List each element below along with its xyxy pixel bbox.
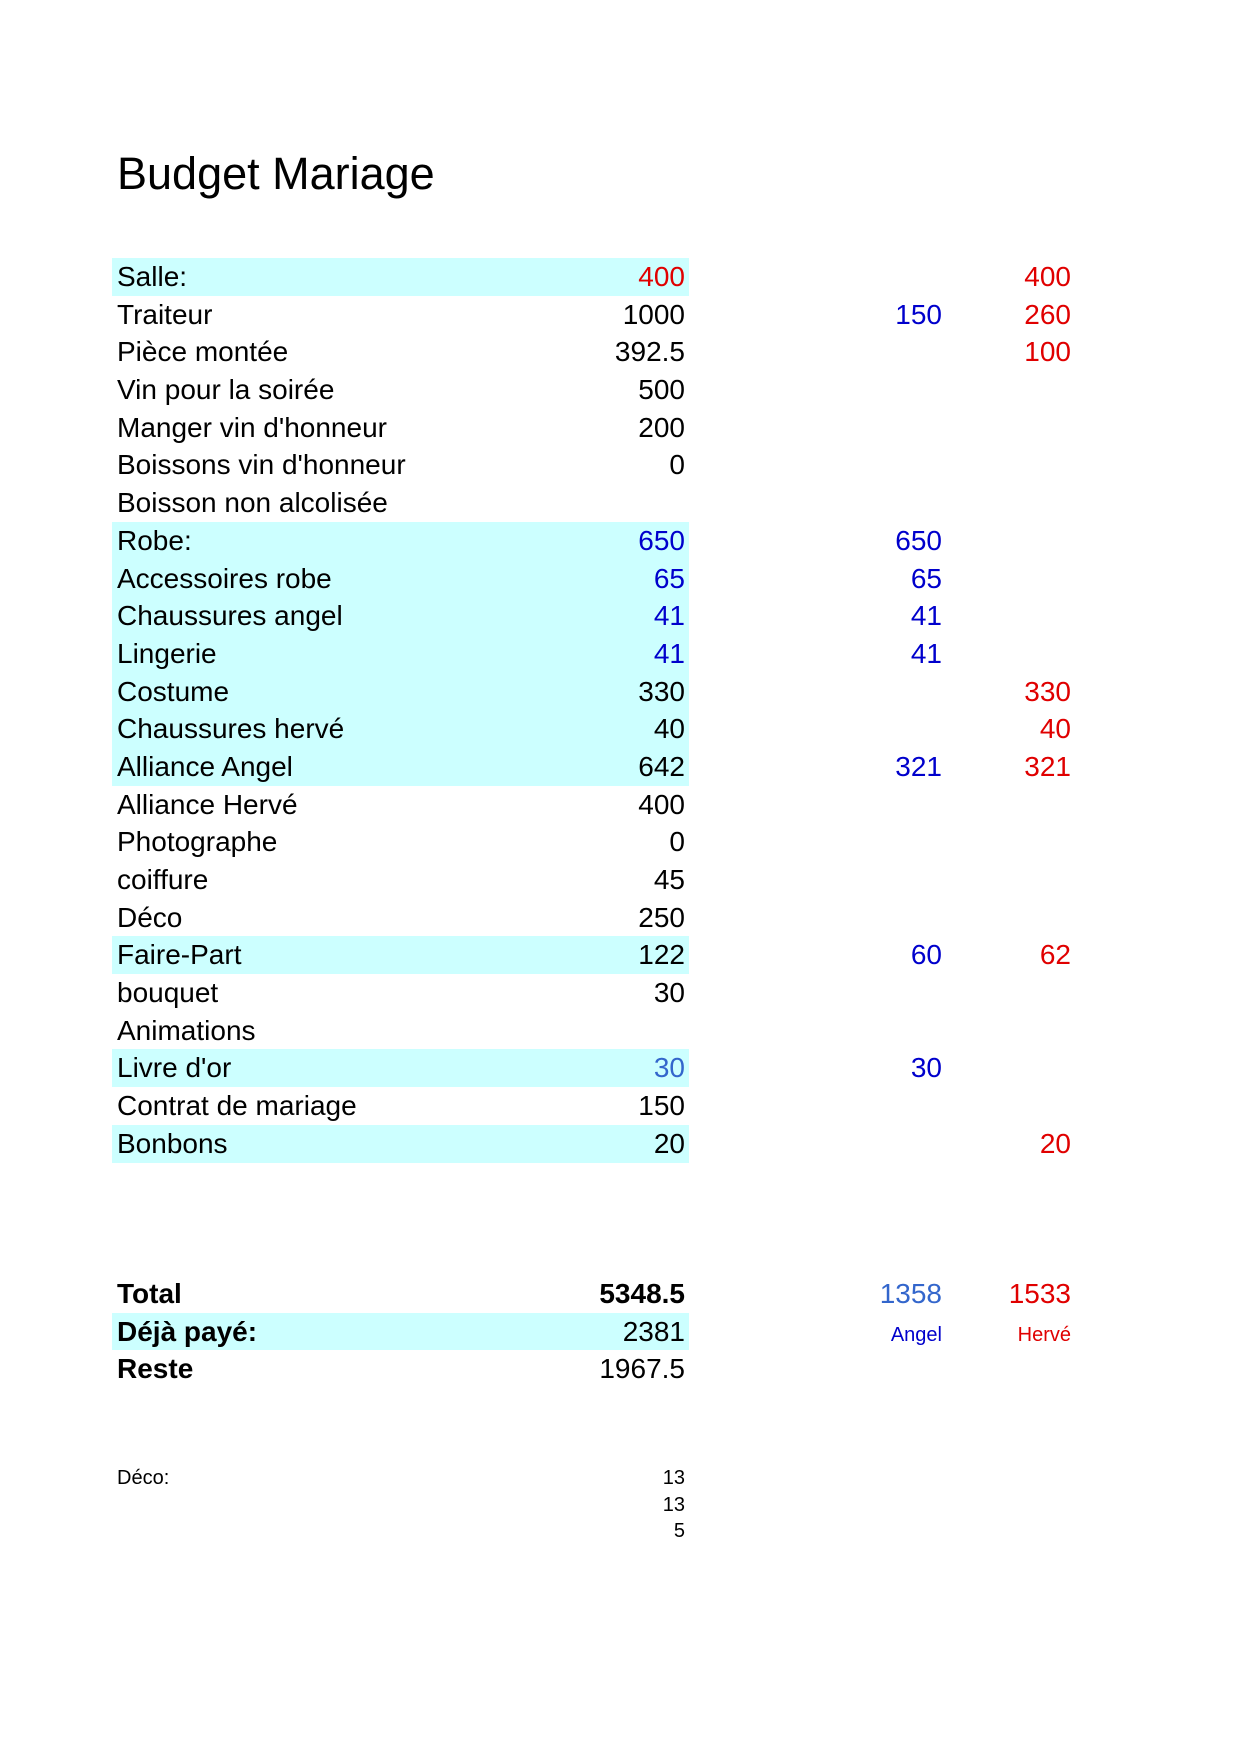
budget-row-amount: 500: [638, 374, 685, 406]
budget-row-amount: 41: [653, 600, 685, 632]
budget-row: [0, 710, 1241, 748]
paid-value: 2381: [622, 1315, 685, 1347]
budget-row: [0, 1087, 1241, 1125]
herve-total: 1533: [1008, 1278, 1071, 1309]
budget-row: [0, 522, 1241, 560]
budget-row-label: Pièce montée: [117, 336, 289, 368]
herve-name: Hervé: [1017, 1323, 1071, 1346]
budget-row-label: coiffure: [117, 864, 209, 895]
budget-row-amount: 642: [638, 750, 685, 782]
budget-row-label: Robe:: [117, 524, 192, 556]
budget-row-label: Boisson non alcolisée: [117, 487, 388, 519]
budget-row-label: Contrat de mariage: [117, 1090, 357, 1122]
paid-row: [0, 1313, 1241, 1351]
budget-row-amount: 40: [653, 713, 685, 745]
budget-row-amount: 200: [638, 411, 685, 443]
budget-row-label: Livre d'or: [117, 1052, 232, 1084]
budget-row: [0, 748, 1241, 786]
budget-row: [0, 371, 1241, 409]
budget-row-label: Photographe: [117, 826, 278, 858]
budget-row-angel-share: 650: [895, 524, 942, 556]
total-value: 5348.5: [599, 1278, 685, 1309]
budget-row-amount: 41: [653, 637, 685, 669]
budget-row-label: Salle:: [117, 261, 188, 292]
budget-row-amount: 122: [638, 939, 685, 971]
remaining-row: [0, 1350, 1241, 1388]
budget-row: [0, 597, 1241, 635]
budget-row: [0, 861, 1241, 899]
budget-row-label: Manger vin d'honneur: [117, 411, 387, 443]
budget-row-amount: 650: [638, 524, 685, 556]
remaining-label: Reste: [117, 1353, 194, 1385]
budget-row-amount: 45: [653, 864, 685, 895]
budget-row: [0, 409, 1241, 447]
budget-row-herve-share: 321: [1024, 750, 1071, 782]
budget-row-angel-share: 150: [895, 298, 942, 330]
budget-row-label: Vin pour la soirée: [117, 374, 335, 406]
budget-row: [0, 258, 1241, 296]
deco-note-value: 13: [662, 1493, 685, 1516]
budget-row-amount: 400: [638, 261, 685, 292]
remaining-value: 1967.5: [599, 1353, 685, 1385]
budget-row-amount: 65: [653, 562, 685, 594]
budget-row-amount: 330: [638, 675, 685, 707]
budget-row-angel-share: 41: [910, 600, 942, 632]
budget-row: [0, 296, 1241, 334]
budget-row-label: Boissons vin d'honneur: [117, 449, 406, 481]
budget-row-amount: 400: [638, 788, 685, 820]
budget-row: [0, 936, 1241, 974]
budget-row-herve-share: 62: [1039, 939, 1071, 971]
budget-row-amount: 392.5: [614, 336, 685, 368]
budget-row-amount: 0: [669, 826, 685, 858]
budget-row-label: Lingerie: [117, 637, 217, 669]
budget-row-amount: 30: [653, 1052, 685, 1084]
angel-name: Angel: [890, 1323, 942, 1346]
total-row: [0, 1275, 1241, 1313]
budget-row-angel-share: 41: [910, 637, 942, 669]
budget-row-herve-share: 20: [1039, 1127, 1071, 1159]
paid-label: Déjà payé:: [117, 1315, 258, 1347]
budget-row-label: Accessoires robe: [117, 562, 332, 594]
budget-row-angel-share: 65: [910, 562, 942, 594]
deco-notes-values: [663, 1465, 685, 1545]
budget-row: [0, 1049, 1241, 1087]
budget-row-herve-share: 40: [1039, 713, 1071, 745]
budget-row-amount: 0: [669, 449, 685, 481]
budget-row-amount: 1000: [622, 298, 685, 330]
total-label: Total: [117, 1278, 182, 1309]
budget-row: [0, 333, 1241, 371]
budget-row-label: bouquet: [117, 977, 219, 1009]
budget-row-herve-share: 330: [1024, 675, 1071, 707]
budget-row-angel-share: 30: [910, 1052, 942, 1084]
budget-row: [0, 899, 1241, 937]
budget-row: [0, 1012, 1241, 1050]
budget-row-angel-share: 321: [895, 750, 942, 782]
budget-row-label: Chaussures angel: [117, 600, 343, 632]
budget-row: [0, 823, 1241, 861]
budget-row-angel-share: 60: [910, 939, 942, 971]
deco-note-value: 13: [662, 1467, 685, 1489]
budget-row-label: Faire-Part: [117, 939, 242, 971]
deco-notes-label: Déco:: [117, 1467, 170, 1489]
budget-row-label: Alliance Angel: [117, 750, 293, 782]
budget-row-herve-share: 400: [1024, 261, 1071, 292]
budget-row-label: Bonbons: [117, 1127, 228, 1159]
budget-row-herve-share: 260: [1024, 298, 1071, 330]
angel-total: 1358: [879, 1278, 942, 1309]
budget-row-label: Alliance Hervé: [117, 788, 298, 820]
budget-row-label: Traiteur: [117, 298, 213, 330]
budget-row-amount: 30: [653, 977, 685, 1009]
budget-row-label: Chaussures hervé: [117, 713, 345, 745]
budget-row-amount: 20: [653, 1127, 685, 1159]
budget-row-label: Déco: [117, 901, 183, 933]
budget-row: [0, 446, 1241, 484]
budget-row: [0, 673, 1241, 711]
budget-row: [0, 974, 1241, 1012]
budget-row-herve-share: 100: [1024, 336, 1071, 368]
budget-row-amount: 150: [638, 1090, 685, 1122]
deco-note-value: 5: [673, 1520, 685, 1542]
budget-items-table: [0, 258, 1241, 1163]
budget-row-label: Costume: [117, 675, 230, 707]
budget-row-label: Animations: [117, 1014, 256, 1046]
budget-row: [0, 1125, 1241, 1163]
budget-row: [0, 484, 1241, 522]
budget-row: [0, 635, 1241, 673]
budget-row: [0, 786, 1241, 824]
page-title: Budget Mariage: [117, 148, 435, 199]
summary-block: [0, 1275, 1241, 1388]
budget-row-amount: 250: [638, 901, 685, 933]
budget-row: [0, 560, 1241, 598]
